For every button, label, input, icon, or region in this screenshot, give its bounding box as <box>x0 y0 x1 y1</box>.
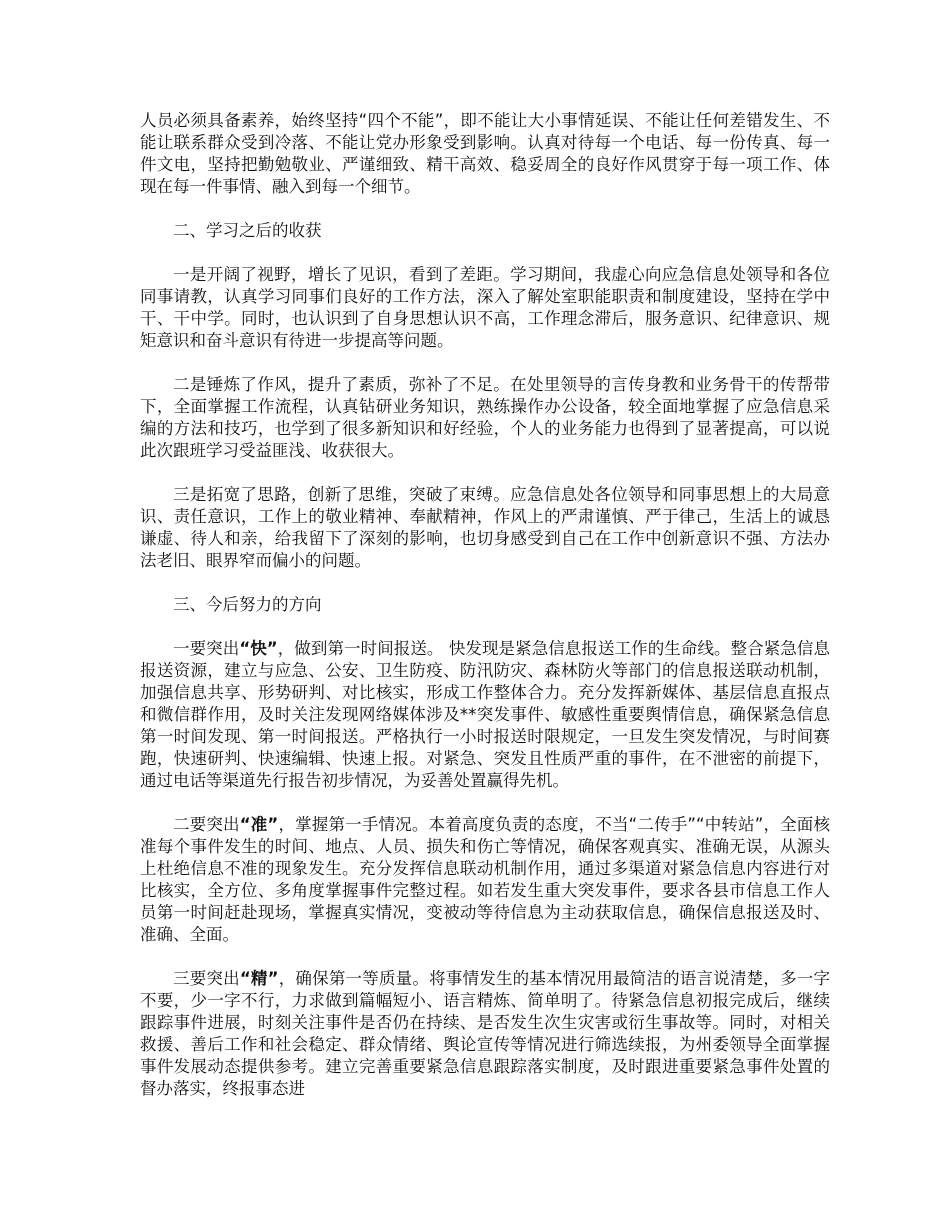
paragraph-lead-prefix: 二要突出 <box>173 815 240 834</box>
paragraph-direction-accurate <box>140 814 830 946</box>
paragraph-lead-keyword: “快” <box>239 639 278 658</box>
paragraph-harvest-2: 二是锤炼了作风，提升了素质，弥补了不足。在处里领导的言传身教和业务骨干的传帮带下，全面掌握工作流程，认真钻研业务知识，熟练操作办公设备，较全面地掌握了应急信息采编的方法和技巧，也学到了很多新知识和好经验，个人的业务能力也得到了显著提高，可以说此次跟班学习受益匪浅、收获很大。 <box>140 375 830 460</box>
paragraph-lead-prefix: 三要突出 <box>173 969 240 988</box>
paragraph-intro-continued: 人员必须具备素养，始终坚持“四个不能”，即不能让大小事情延误、不能让任何差错发生、不能让联系群众受到冷落、不能让党办形象受到影响。认真对待每一个电话、每一份传真、每一件文电，坚持把勤勉敬业、严谨细致、精干高效、稳妥周全的良好作风贯穿于每一项工作、体现在每一件事情、融入到每一个细节。 <box>140 111 830 196</box>
paragraph-body: ，确保第一等质量。将事情发生的基本情况用最简洁的语言说清楚，多一字不要，少一字不行，力求做到篇幅短小、语言精炼、简单明了。待紧急信息初报完成后，继续跟踪事件进展，时刻关注事件是否仍在持续、是否发生次生灾害或衍生事故等。同时，对相关救援、善后工作和社会稳定、群众情绪、舆论宣传等情况进行筛选续报，为州委领导全面掌握事件发展动态提供参考。建立完善重要紧急信息跟踪落实制度，及时跟进重要紧急事件处置的督办落实，终报事态进 <box>140 969 831 1098</box>
document-page <box>140 110 830 1122</box>
paragraph-lead-prefix: 一要突出 <box>173 639 240 658</box>
paragraph-body: ，掌握第一手情况。本着高度负责的态度，不当“二传手”“中转站”，全面核准每个事件发生的时间、地点、人员、损失和伤亡等情况，确保客观真实、准确无误，从源头上杜绝信息不准的现象发生。充分发挥信息联动机制作用，通过多渠道对紧急信息内容进行对比核实，全方位、多角度掌握事件完整过程。如若发生重大突发事件，要求各县市信息工作人员第一时间赶赴现场，掌握真实情况，变被动等待信息为主动获取信息，确保信息报送及时、准确、全面。 <box>140 815 830 944</box>
paragraph-lead-keyword: “准” <box>239 815 279 834</box>
paragraph-direction-fast <box>140 638 830 792</box>
section-heading-direction: 三、今后努力的方向 <box>173 595 322 614</box>
paragraph-body: ，做到第一时间报送。 快发现是紧急信息报送工作的生命线。整合紧急信息报送资源，建立与应急、公安、卫生防疫、防汛防灾、森林防火等部门的信息报送联动机制，加强信息共享、形势研判、对比核实，形成工作整体合力。充分发挥新媒体、基层信息直报点和微信群作用，及时关注发现网络媒体涉及**突发事件、敏感性重要舆情信息，确保紧急信息第一时间发现、第一时间报送。严格执行一小时报送时限规定，一旦发生突发情况，与时间赛跑，快速研判、快速编辑、快速上报。对紧急、突发且性质严重的事件，在不泄密的前提下，通过电话等渠道先行报告初步情况，为妥善处置赢得先机。 <box>140 639 830 790</box>
section-heading-harvest: 二、学习之后的收获 <box>173 221 322 240</box>
paragraph-harvest-3: 三是拓宽了思路，创新了思维，突破了束缚。应急信息处各位领导和同事思想上的大局意识、责任意识，工作上的敬业精神、奉献精神，作风上的严肃谨慎、严于律己，生活上的诚恳谦虚、待人和亲，给我留下了深刻的影响，也切身感受到自己在工作中创新意识不强、方法办法老旧、眼界窄而偏小的问题。 <box>140 485 830 570</box>
paragraph-lead-keyword: “精” <box>239 969 279 988</box>
paragraph-direction-refined <box>140 968 830 1100</box>
paragraph-harvest-1: 一是开阔了视野，增长了见识，看到了差距。学习期间，我虚心向应急信息处领导和各位同事请教，认真学习同事们良好的工作方法，深入了解处室职能职责和制度建设，坚持在学中干、干中学。同时，也认识到了自身思想认识不高，工作理念滞后，服务意识、纪律意识、规矩意识和奋斗意识有待进一步提高等问题。 <box>140 265 830 350</box>
